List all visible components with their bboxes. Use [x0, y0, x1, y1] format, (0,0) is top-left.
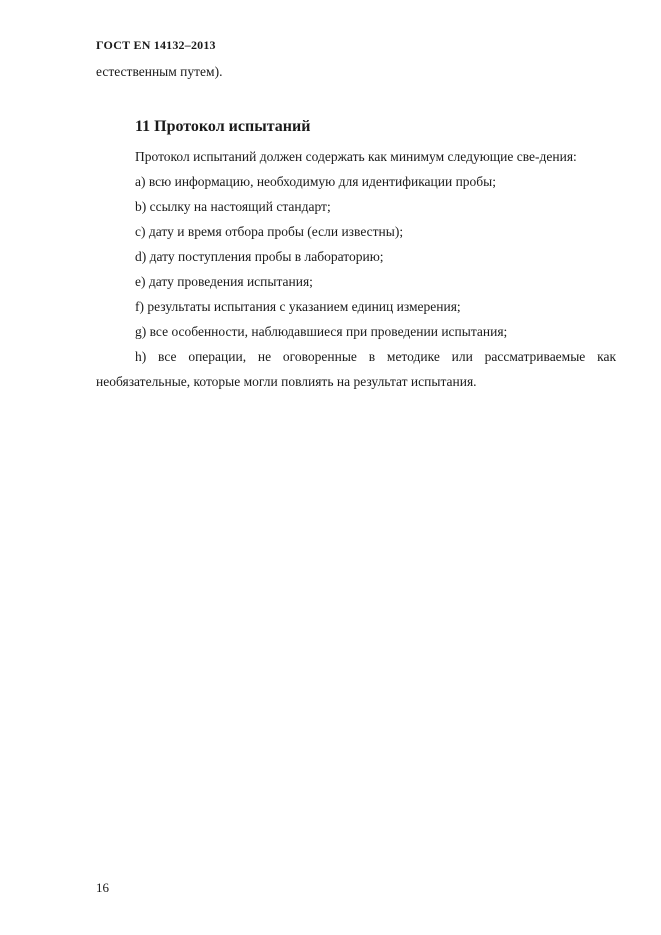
document-code-header: ГОСТ EN 14132–2013 — [96, 38, 216, 52]
continuation-text: естественным путем). — [96, 64, 223, 79]
section-body — [96, 144, 616, 394]
page-number: 16 — [96, 880, 109, 895]
list-item: a) всю информацию, необходимую для идентификации пробы; — [135, 174, 496, 189]
section-heading: 11 Протокол испытаний — [135, 118, 311, 135]
list-item: c) дату и время отбора пробы (если известны); — [135, 224, 404, 239]
list-item: h) все операции, не оговоренные в методике или рассматриваемые как необязательные, которые могли повлиять на результат испытания. — [96, 349, 616, 389]
list-item: g) все особенности, наблюдавшиеся при проведении испытания; — [135, 324, 508, 339]
list-item: d) дату поступления пробы в лабораторию; — [135, 249, 384, 264]
list-item: b) ссылку на настоящий стандарт; — [135, 199, 331, 214]
list-item: f) результаты испытания с указанием единиц измерения; — [135, 299, 461, 314]
list-item: e) дату проведения испытания; — [135, 274, 313, 289]
section-intro: Протокол испытаний должен содержать как минимум следующие све-дения: — [135, 149, 577, 164]
